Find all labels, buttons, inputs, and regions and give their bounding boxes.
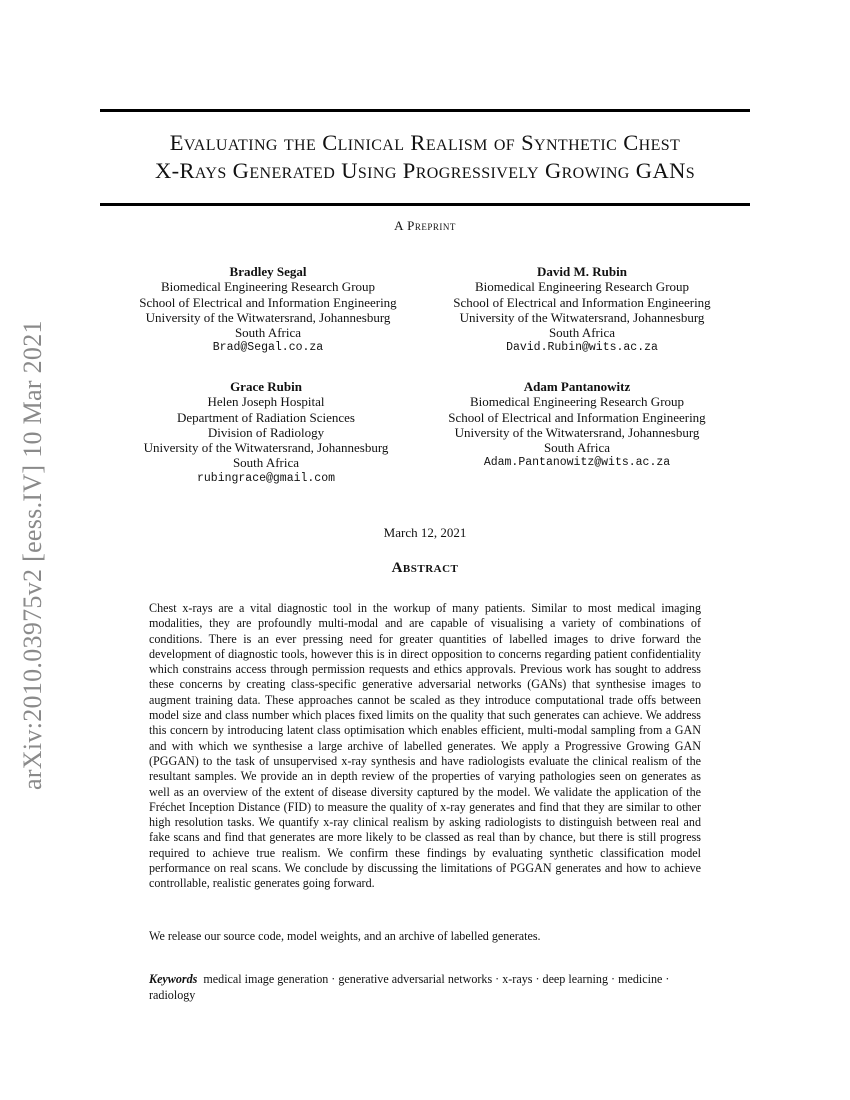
abstract-heading: Abstract [391, 560, 459, 576]
author-affiliation-line: University of the Witwatersrand, Johannesburg [143, 440, 389, 456]
author-email[interactable]: Brad@Segal.co.za [212, 341, 324, 355]
author-affiliation-line: University of the Witwatersrand, Johannesburg [145, 309, 391, 325]
author-block-david-rubin [432, 264, 732, 356]
abstract-body: Chest x-rays are a vital diagnostic tool in the workup of many patients. Similar to most medical imaging modalities, they are profoundly multi-modal and are capable of visualising a variety of combinations of conditions. There is an ever pressing need for greater quantities of labelled images to drive forward the development of diagnostic tools, however this is in direct opposition to concerns regarding patient confidentiality which constrains access through permission requests and ethics approvals. Previous work has sought to address these concerns by creating class-specific generative adversarial networks (GANs) that synthesise images to augment training data. These approaches cannot be scaled as they introduce computational trade offs between model size and class number which places fixed limits on the quality that such generates can achieve. We address this concern by introducing latent class optimisation which enables efficient, multi-modal sampling from a GAN and with which we synthesise a large archive of labelled generates. We apply a Progressive Growing GAN (PGGAN) to the task of unsupervised x-ray synthesis and have radiologists evaluate the clinical realism of the resultant samples. We provide an in depth review of the properties of varying pathologies seen on generates as well as an overview of the extent of disease diversity captured by the model. We validate the application of the Fréchet Inception Distance (FID) to measure the quality of x-ray generates and find that they are similar to other high resolution tasks. We quantify x-ray clinical realism by asking radiologists to distinguish between real and fake scans and find that generates are more likely to be classed as real than by chance, but there is still progress required to achieve true realism. We confirm these findings by evaluating synthetic classification model performance on real scans. We conclude by discussing the limitations of PGGAN generates and how to achieve controllable, realistic generates going forward. [149, 601, 701, 891]
title-bottom-rule [100, 203, 750, 206]
paper-title-line-1: Evaluating the Clinical Realism of Synthetic Chest [169, 130, 681, 155]
publication-date: March 12, 2021 [383, 525, 467, 540]
author-email[interactable]: David.Rubin@wits.ac.za [506, 341, 658, 355]
author-email[interactable]: Adam.Pantanowitz@wits.ac.za [483, 456, 671, 470]
author-block-grace-rubin [116, 379, 416, 486]
author-affiliation-line: Helen Joseph Hospital [207, 394, 325, 410]
author-affiliation-line: School of Electrical and Information Engineering [139, 294, 397, 310]
paper-title [100, 129, 750, 185]
author-affiliation-line: School of Electrical and Information Engineering [448, 409, 706, 425]
keywords-label: Keywords [149, 972, 198, 986]
author-affiliation-line: Division of Radiology [207, 424, 325, 440]
author-affiliation-line: University of the Witwatersrand, Johannesburg [454, 424, 700, 440]
keywords-text: medical image generation · generative adversarial networks · x-rays · deep learning · medicine · radiology [149, 972, 670, 1002]
author-affiliation-line: South Africa [234, 325, 302, 341]
author-name: Adam Pantanowitz [523, 379, 631, 394]
author-block-bradley-segal [118, 264, 418, 356]
author-affiliation-line: Biomedical Engineering Research Group [474, 279, 690, 295]
author-name: David M. Rubin [537, 264, 627, 279]
author-affiliation-line: Biomedical Engineering Research Group [160, 279, 376, 295]
author-affiliation-line: Department of Radiation Sciences [177, 409, 355, 425]
author-affiliation-line: Biomedical Engineering Research Group [469, 394, 685, 410]
author-affiliation-line: South Africa [543, 440, 611, 456]
paper-title-line-2: X-Rays Generated Using Progressively Growing GANs [154, 158, 696, 183]
release-note: We release our source code, model weights, and an archive of labelled generates. [149, 929, 541, 943]
title-top-rule [100, 109, 750, 112]
keywords [149, 972, 701, 1003]
author-block-adam-pantanowitz [427, 379, 727, 471]
author-affiliation-line: South Africa [232, 455, 300, 471]
author-email[interactable]: rubingrace@gmail.com [196, 471, 336, 485]
author-affiliation-line: University of the Witwatersrand, Johannesburg [459, 309, 705, 325]
author-name: Grace Rubin [230, 379, 302, 394]
author-affiliation-line: School of Electrical and Information Engineering [453, 294, 711, 310]
author-name: Bradley Segal [229, 264, 307, 279]
arxiv-identifier-stamp: arXiv:2010.03975v2 [eess.IV] 10 Mar 2021 [18, 320, 47, 790]
author-affiliation-line: South Africa [548, 325, 616, 341]
preprint-label: A Preprint [394, 218, 456, 233]
